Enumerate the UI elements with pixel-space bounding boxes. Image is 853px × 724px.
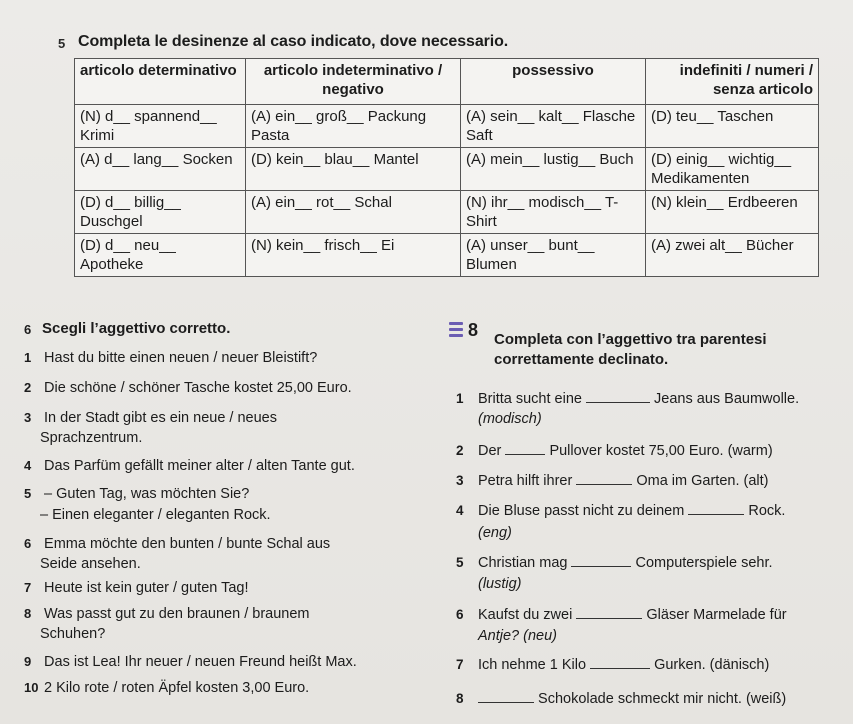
exercise-8-title: Completa con l’aggettivo tra parentesi correttamente declinato. [494,331,767,368]
table-cell: (D) teu__ Taschen [646,105,819,148]
header-indefinite: articolo indeterminativo / negativo [246,59,461,105]
list-item: 2 Der Pullover kostet 75,00 Euro. (warm) [456,443,773,459]
list-item: 6 Kaufst du zwei Gläser Marmelade für [456,607,787,623]
list-item: 1 Hast du bitte einen neuen / neuer Bleistift? [24,350,318,366]
list-item: 4 Das Parfüm gefällt meiner alter / alten Tante gut. [24,458,355,474]
list-item: 2 Die schöne / schöner Tasche kostet 25,00 Euro. [24,380,352,396]
list-item-continuation: Seide ansehen. [40,556,141,572]
answer-blank[interactable] [478,690,534,703]
table-cell: (D) d__ billig__ Duschgel [75,191,246,234]
table-cell: (N) kein__ frisch__ Ei [246,234,461,277]
exercise-5-instruction: Completa le desinenze al caso indicato, dove necessario. [78,33,509,50]
list-item: 5 Christian mag Computerspiele sehr. [456,555,773,571]
table-cell: (A) zwei alt__ Bücher [646,234,819,277]
exercise-5-number: 5 [58,36,66,51]
answer-blank[interactable] [505,442,545,455]
list-item: 5 – Guten Tag, was möchten Sie? [24,486,250,502]
table-row [75,234,819,277]
table-cell: (A) ein__ rot__ Schal [246,191,461,234]
exercise-6-title: Scegli l’aggettivo corretto. [42,320,231,337]
table-cell: (A) unser__ bunt__ Blumen [461,234,646,277]
answer-blank[interactable] [576,472,632,485]
answer-blank[interactable] [576,606,642,619]
declension-table [74,58,819,277]
hint-text: (modisch) [478,411,542,427]
answer-blank[interactable] [586,390,650,403]
answer-blank[interactable] [590,656,650,669]
hint-text: (eng) [478,525,512,541]
exercise-8-number: 8 [468,320,479,340]
table-row [75,148,819,191]
list-item: 7 Ich nehme 1 Kilo Gurken. (dänisch) [456,657,770,673]
list-item: 1 Britta sucht eine Jeans aus Baumwolle. [456,391,800,407]
list-item: 3 Petra hilft ihrer Oma im Garten. (alt) [456,473,769,489]
list-item: 3 In der Stadt gibt es ein neue / neues [24,410,278,426]
list-item: 8 Schokolade schmeckt mir nicht. (weiß) [456,691,787,707]
table-cell: (D) einig__ wichtig__ Medikamenten [646,148,819,191]
list-item: 7 Heute ist kein guter / guten Tag! [24,580,249,596]
list-item-continuation: – Einen eleganter / eleganten Rock. [40,507,271,523]
exercise-6-number: 6 [24,322,32,337]
table-cell: (D) d__ neu__ Apotheke [75,234,246,277]
table-cell: (N) ihr__ modisch__ T-Shirt [461,191,646,234]
hint-text: Antje? (neu) [478,628,557,644]
list-item-continuation: Sprachzentrum. [40,430,143,446]
table-cell: (N) d__ spannend__ Krimi [75,105,246,148]
header-no-article: indefiniti / numeri / senza articolo [646,59,819,105]
list-item-continuation: Schuhen? [40,626,106,642]
list-item: 6 Emma möchte den bunten / bunte Schal aus [24,536,331,552]
table-cell: (D) kein__ blau__ Mantel [246,148,461,191]
table-cell: (A) d__ lang__ Socken [75,148,246,191]
list-item: 4 Die Bluse passt nicht zu deinem Rock. [456,503,786,519]
list-item: 10 2 Kilo rote / roten Äpfel kosten 3,00 Euro. [24,680,310,696]
table-header-row [75,59,819,105]
table-row [75,105,819,148]
answer-blank[interactable] [571,554,631,567]
header-possessive: possessivo [461,59,646,105]
table-row [75,191,819,234]
hint-text: (lustig) [478,576,522,592]
list-item: 8 Was passt gut zu den braunen / braunem [24,606,310,622]
table-cell: (A) sein__ kalt__ Flasche Saft [461,105,646,148]
table-cell: (A) ein__ groß__ Packung Pasta [246,105,461,148]
answer-blank[interactable] [688,502,744,515]
table-cell: (N) klein__ Erdbeeren [646,191,819,234]
header-definite: articolo determinativo [75,59,246,105]
table-cell: (A) mein__ lustig__ Buch [461,148,646,191]
list-item: 9 Das ist Lea! Ihr neuer / neuen Freund heißt Max. [24,654,357,670]
list-icon [449,322,463,340]
